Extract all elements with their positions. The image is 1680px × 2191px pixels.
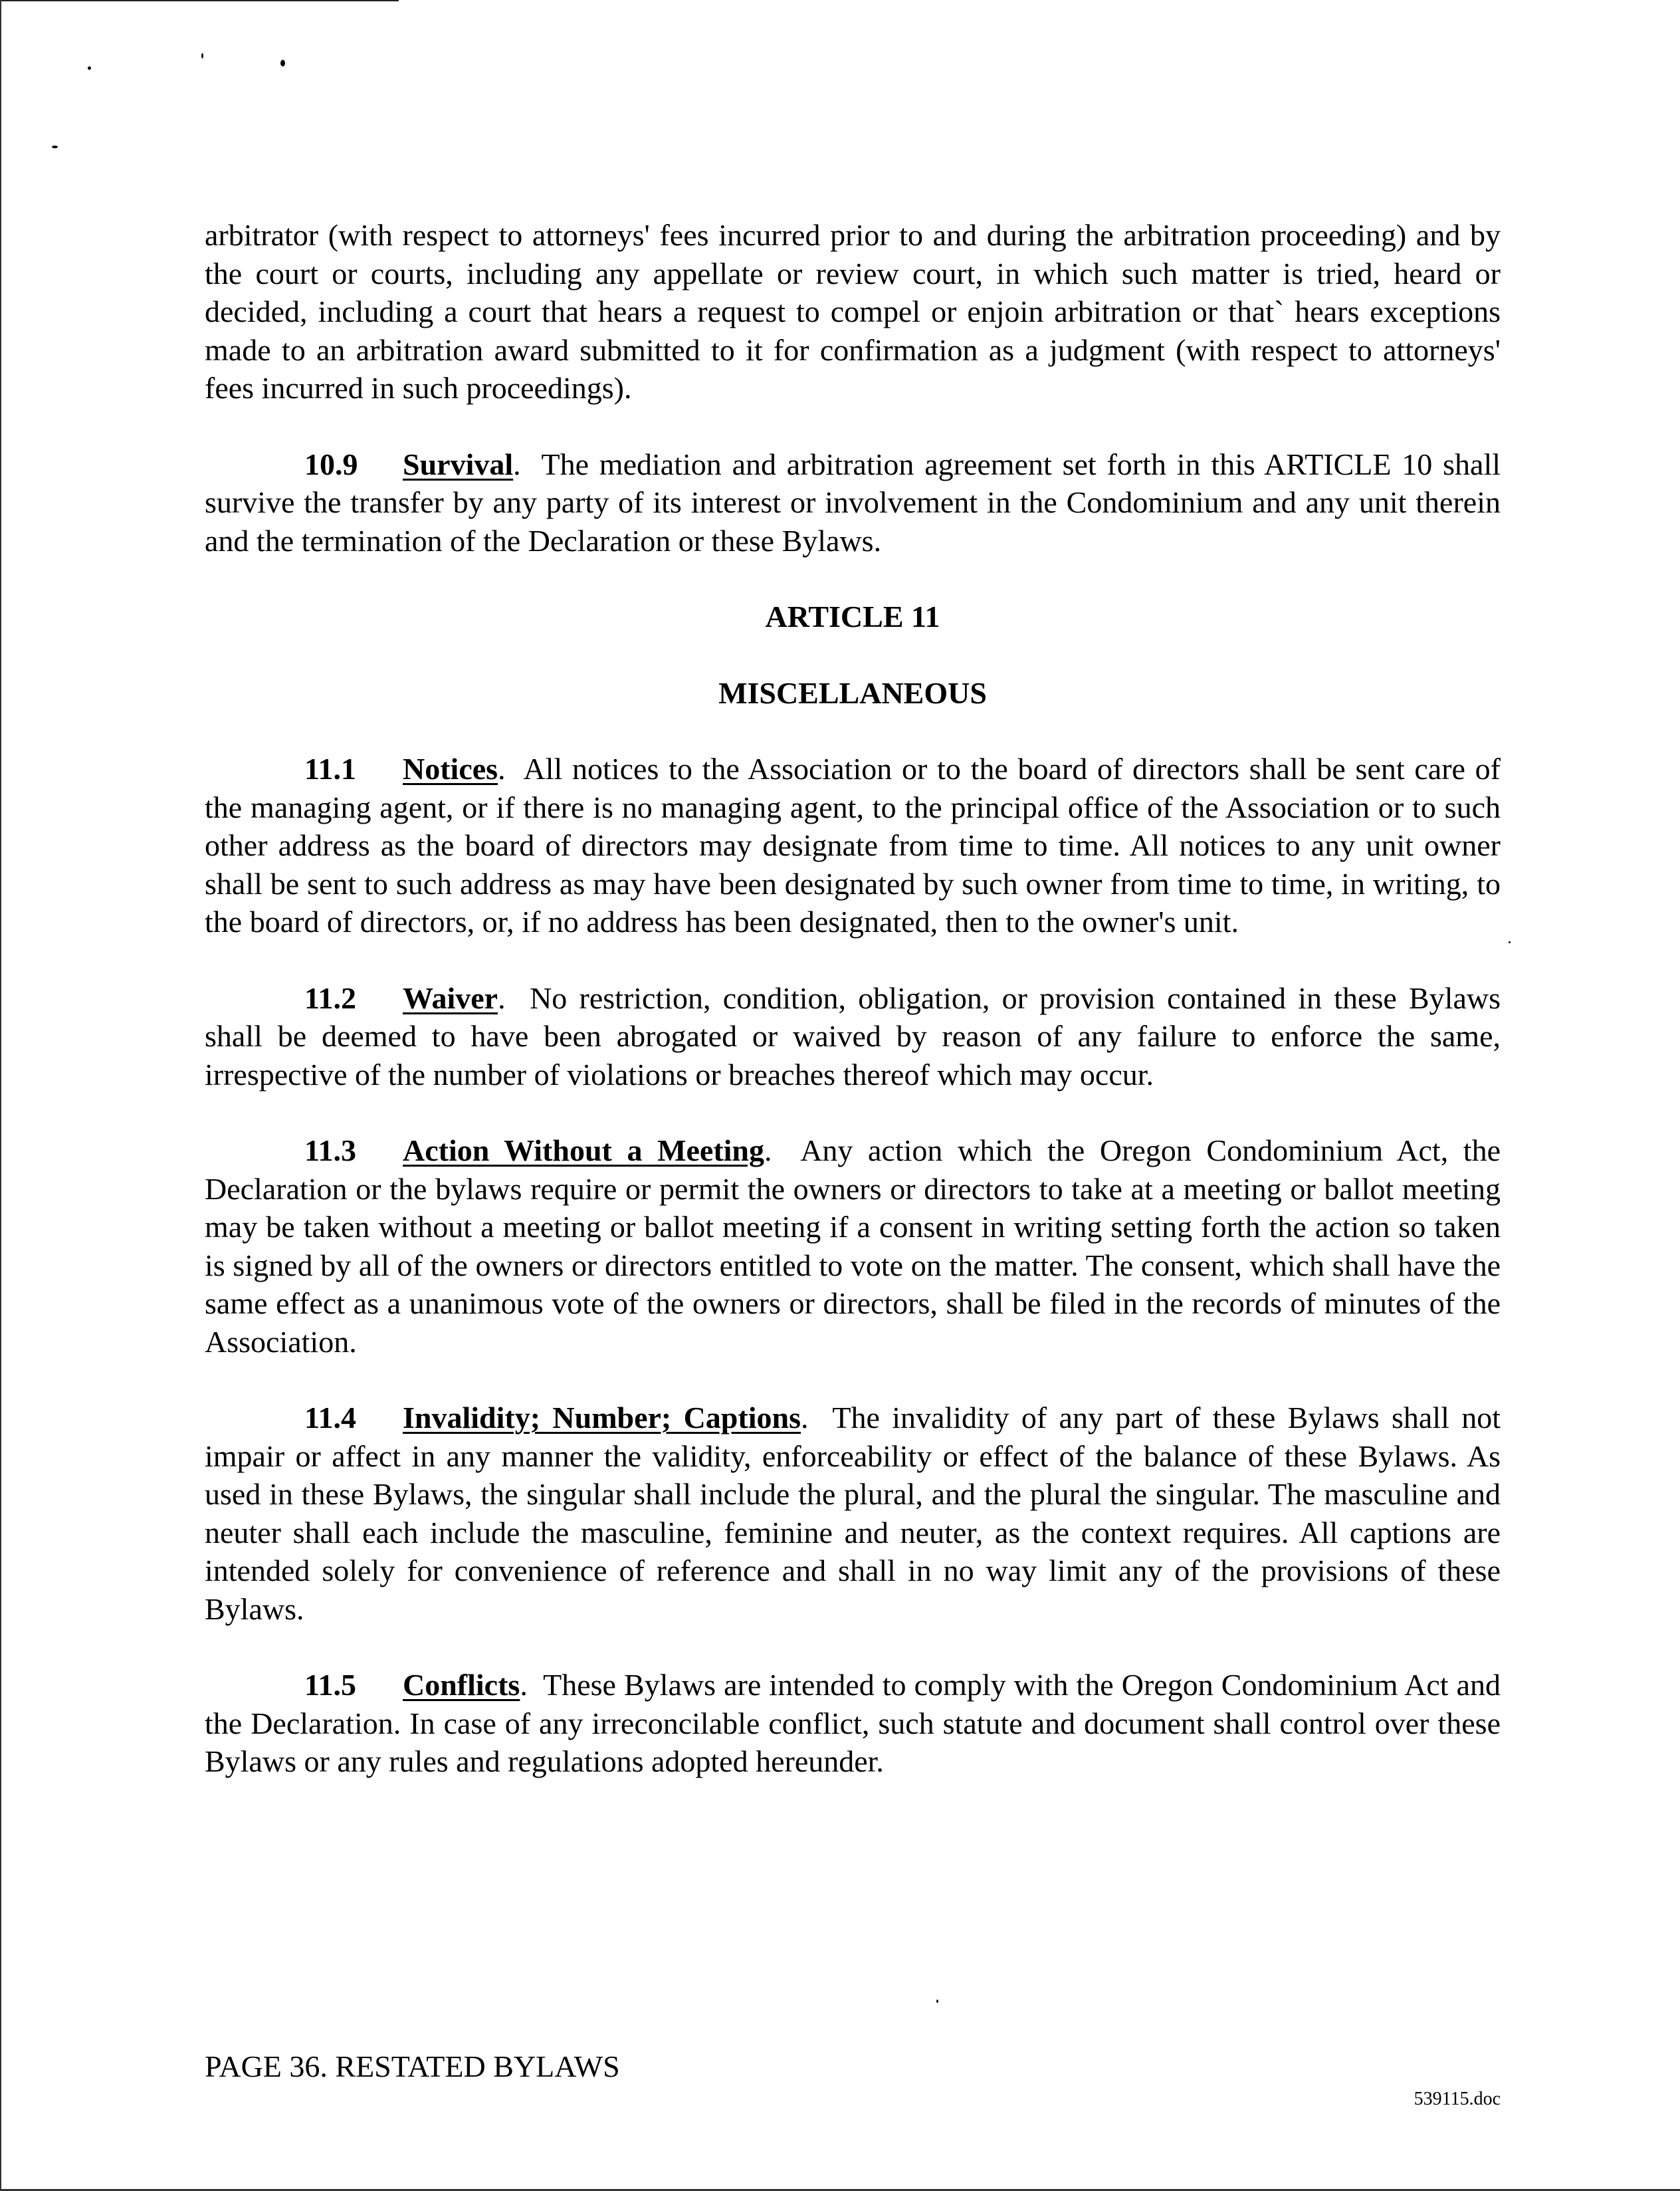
scan-edge-left bbox=[0, 0, 1, 2191]
scan-edge-top bbox=[0, 0, 399, 1]
section-10-9: 10.9 Survival. The mediation and arbitration agreement set forth in this ARTICLE 10 shall survive the transfer by any party of its interest or involvement in the Condominium and any unit therein and the termination of the Declaration or these Bylaws. bbox=[205, 445, 1501, 560]
section-caption: Notices bbox=[403, 752, 498, 786]
section-caption: Conflicts bbox=[403, 1668, 520, 1702]
section-text: These Bylaws are intended to comply with the Oregon Condominium Act and the Declaration. In case of any irreconcilable conflict, such statute and document shall control over these Bylaws or any rules and regulations adopted hereunder. bbox=[205, 1668, 1501, 1778]
section-text: No restriction, condition, obligation, or provision contained in these Bylaws shall be deemed to have been abrogated or waived by reason of any failure to enforce the same, irrespective of the number of violations or breaches thereof which may occur. bbox=[205, 980, 1501, 1092]
scan-speck bbox=[936, 2000, 938, 2003]
section-text: The mediation and arbitration agreement set forth in this ARTICLE 10 shall survive the transfer by any party of its interest or involvement in the Condominium and any unit therein and the termination of the Declaration or these Bylaws. bbox=[205, 447, 1501, 558]
section-caption: Waiver bbox=[403, 980, 498, 1015]
scan-speck bbox=[52, 146, 58, 148]
scan-speck bbox=[201, 53, 203, 58]
scan-speck bbox=[280, 60, 285, 66]
section-11-2: 11.2 Waiver. No restriction, condition, obligation, or provision contained in these Bylaws shall be deemed to have been abrogated or waived by reason of any failure to enforce the same, irrespective of the number of violations or breaches thereof which may occur. bbox=[205, 979, 1501, 1094]
section-number: 10.9 bbox=[304, 447, 358, 481]
section-11-5: 11.5 Conflicts. These Bylaws are intended to comply with the Oregon Condominium Act and the Declaration. In case of any irreconcilable conflict, such statute and document shall control over these Bylaws or any rules and regulations adopted hereunder. bbox=[205, 1666, 1501, 1781]
article-title: ARTICLE 11 bbox=[765, 600, 940, 634]
intro-paragraph bbox=[205, 216, 1501, 407]
page-footer-label: PAGE 36. RESTATED BYLAWS bbox=[205, 2049, 620, 2083]
section-text: All notices to the Association or to the board of directors shall be sent care of the managing agent, or if there is no managing agent, to the principal office of the Association or to such other address as the board of directors may designate from time to time. All notices to any unit owner shall be sent to such address as may have been designated by such owner from time to time, in writing, to the board of directors, or, if no address has been designated, then to the owner's unit. bbox=[205, 752, 1501, 939]
section-number: 11.3 bbox=[304, 1133, 356, 1167]
scan-speck bbox=[88, 66, 91, 70]
intro-text: arbitrator (with respect to attorneys' fees incurred prior to and during the arbitration proceeding) and by the court or courts, including any appellate or review court, in which such matter is tried, heard or decided, including a court that hears a request to compel or enjoin arbitration or that` hears exceptions made to an arbitration award submitted to it for confirmation as a judgment (with respect to attorneys' fees incurred in such proceedings). bbox=[205, 218, 1501, 405]
section-number: 11.1 bbox=[304, 752, 356, 786]
section-number: 11.2 bbox=[304, 980, 356, 1015]
section-text: The invalidity of any part of these Bylaws shall not impair or affect in any manner the validity, enforceability or effect of the balance of these Bylaws. As used in these Bylaws, the singular shall include the plural, and the plural the singular. The masculine and neuter shall each include the masculine, feminine and neuter, as the context requires. All captions are intended solely for convenience of reference and shall in no way limit any of the provisions of these Bylaws. bbox=[205, 1401, 1501, 1626]
section-caption: Invalidity; Number; Captions bbox=[403, 1401, 801, 1435]
section-caption: Survival bbox=[403, 447, 514, 481]
document-id: 539115.doc bbox=[1414, 2089, 1501, 2109]
section-11-4: 11.4 Invalidity; Number; Captions. The invalidity of any part of these Bylaws shall not impair or affect in any manner the validity, enforceability or effect of the balance of these Bylaws. As used in these Bylaws, the singular shall include the plural, and the plural the singular. The masculine and neuter shall each include the masculine, feminine and neuter, as the context requires. All captions are intended solely for convenience of reference and shall in no way limit any of the provisions of these Bylaws. bbox=[205, 1399, 1501, 1628]
section-11-3: 11.3 Action Without a Meeting. Any action which the Oregon Condominium Act, the Declaration or the bylaws require or permit the owners or directors to take at a meeting or ballot meeting may be taken without a meeting or ballot meeting if a consent in writing setting forth the action so taken is signed by all of the owners or directors entitled to vote on the matter. The consent, which shall have the same effect as a unanimous vote of the owners or directors, shall be filed in the records of minutes of the Association. bbox=[205, 1131, 1501, 1361]
section-number: 11.4 bbox=[304, 1401, 356, 1435]
section-text: Any action which the Oregon Condominium Act, the Declaration or the bylaws require or permit the owners or directors to take at a meeting or ballot meeting may be taken without a meeting or ballot meeting if a consent in writing setting forth the action so taken is signed by all of the owners or directors entitled to vote on the matter. The consent, which shall have the same effect as a unanimous vote of the owners or directors, shall be filed in the records of minutes of the Association. bbox=[205, 1133, 1501, 1359]
article-subtitle: MISCELLANEOUS bbox=[718, 675, 987, 710]
section-caption: Action Without a Meeting bbox=[403, 1133, 764, 1167]
document-body bbox=[205, 216, 1501, 1819]
section-11-1: 11.1 Notices. All notices to the Association or to the board of directors shall be sent care of the managing agent, or if there is no managing agent, to the principal office of the Association or to such other address as the board of directors may designate from time to time. All notices to any unit owner shall be sent to such address as may have been designated by such owner from time to time, in writing, to the board of directors, or, if no address has been designated, then to the owner's unit. bbox=[205, 750, 1501, 941]
scan-speck bbox=[1509, 941, 1511, 943]
section-number: 11.5 bbox=[304, 1668, 356, 1702]
